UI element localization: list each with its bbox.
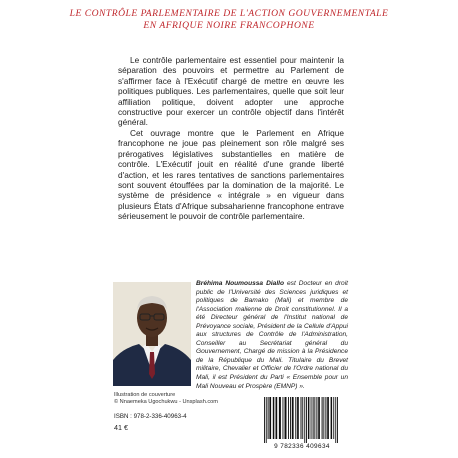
author-bio-text: est Docteur en droit public de l'Université des Sciences juridiques et politiques de Bamako (Mali) et membre de l'Association malienne de Droit constitutionnel. Il a été Directeur général de l'Institut national de Prévoyance sociale, Président de la Cellule d'Appui aux structures de Contrôle de l'Administration, Conseiller au Secrétariat général du Gouvernement, Chargé de mission à la Présidence de la République du Mali. Titulaire du Brevet militaire, Chevalier et Officier de l'Ordre national du Mali, il est Président du Parti « Ensemble pour un Mali Nouveau et Prospère (EMNP) ».	[196, 280, 348, 390]
author-name: Bréhima Noumoussa Diallo	[196, 280, 285, 287]
barcode-bars	[258, 395, 346, 443]
author-photo	[113, 282, 191, 386]
isbn: ISBN : 978-2-336-40963-4	[114, 413, 187, 420]
cover-credit-line-1: Illustration de couverture	[114, 392, 176, 398]
summary-paragraph-1: Le contrôle parlementaire est essentiel pour maintenir la séparation des pouvoirs et permettre au Parlement de s'affirmer face à l'Exécutif chargé de mettre en œuvre les politiques publiques. Les parlementaires, quelle que soit leur affiliation politique, doivent adopter une approche constructive pour exercer un contrôle objectif dans l'intérêt général.	[118, 55, 344, 128]
summary-paragraph-2: Cet ouvrage montre que le Parlement en Afrique francophone ne joue pas pleinement son rôle malgré ses prérogatives législatives substantielles en matière de contrôle. L'Exécutif jouit en réalité d'une grande liberté d'action, et les rares tentatives de sanctions parlementaires sont souvent étouffées par la domination de la majorité. Le système de présidence « intégrale » en vigueur dans plusieurs États d'Afrique subsaharienne francophone entrave sérieusement le pouvoir de contrôle parlementaire.	[118, 128, 344, 222]
barcode-digits: 9 782336 409634	[274, 443, 330, 450]
book-title	[60, 8, 398, 32]
book-title-line-1: LE CONTRÔLE PARLEMENTAIRE DE L'ACTION GOUVERNEMENTALE	[69, 8, 389, 19]
cover-credit	[114, 392, 254, 406]
barcode	[258, 395, 346, 451]
cover-credit-line-2: © Nnaemeka Ugochukwu - Unsplash.com	[114, 399, 218, 406]
price: 41 €	[114, 423, 128, 432]
author-bio	[196, 280, 348, 391]
book-title-line-2: EN AFRIQUE NOIRE FRANCOPHONE	[143, 20, 315, 31]
